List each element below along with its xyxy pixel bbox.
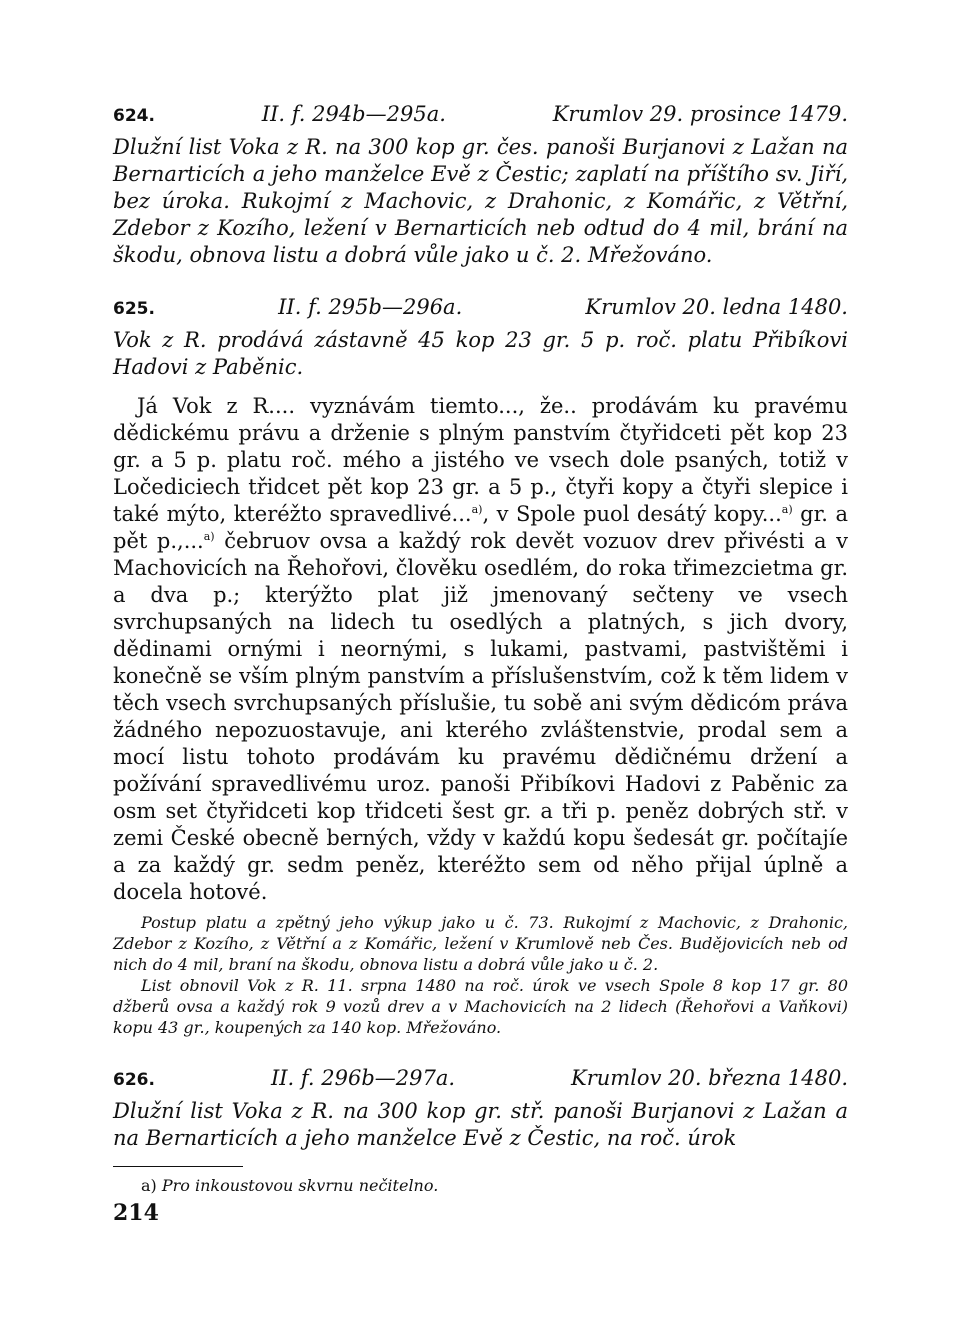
page-content [113,100,848,1197]
entry-place-date: Krumlov 29. prosince 1479. [552,102,848,126]
footnote-ref: a) [781,503,793,516]
editorial-note: List obnovil Vok z R. 11. srpna 1480 na roč. úrok ve vsech Spole 8 kop 17 gr. 80 džberů ovsa a každý rok 9 vozů drev a v Machovicích na 2 lidech (Řehořovi a Vaňkovi) kopu 43 gr., koupených za 140 kop. Mřežováno. [113,976,848,1037]
entry-heading [113,1064,848,1094]
entry-regest: Dlužní list Voka z R. na 300 kop gr. stř. panoši Burjanovi z Lažan a na Bernarticích a jeho manželce Evě z Čestic, na roč. úrok [113,1099,848,1150]
entry-625 [113,293,848,1038]
entry-626 [113,1064,848,1152]
entry-regest: Vok z R. prodává zástavně 45 kop 23 gr. 5 p. roč. platu Přibíkovi Hadovi z Paběnic. [113,328,848,379]
entry-place-date: Krumlov 20. ledna 1480. [585,295,848,319]
entry-number: 626. [113,1070,155,1090]
entry-number: 625. [113,299,155,319]
body-part-1: Já Vok z R.... vyznávám tiemto..., že.. prodávám ku pravému dědickému právu a drženie s plným panstvím čtyřidceti pět kop 23 gr. a 5 p. platu roč. mého a jistého ve vsech dole psaných, totiž v Ločediciech třidcet pět kop 23 gr. a 5 p., čtyři kopy a čtyři slepice i také mýto, kteréžto spravedlivé... [113,394,848,526]
entry-folio: II. f. 296b—297a. [270,1066,456,1090]
entry-folio: II. f. 295b—296a. [278,295,463,319]
entry-number: 624. [113,106,155,126]
body-part-2: , v Spole puol desátý kopy... [482,502,782,526]
entry-folio: II. f. 294b—295a. [261,102,446,126]
footnote-ref: a) [203,530,215,543]
editorial-note: Postup platu a zpětný jeho výkup jako u č. 73. Rukojmí z Machovic, z Drahonic, Zdebor z Kozího, z Větřní a z Komářic, ležení v Krumlově neb Čes. Budějovicích neb od nich do 4 mil, braní na škodu, obnova listu a dobrá vůle jako u č. 2. [113,913,848,974]
body-part-3: gr. a pět p.,... [113,502,848,553]
entry-place-date: Krumlov 20. března 1480. [571,1066,848,1090]
entry-624 [113,100,848,269]
footnote-text: Pro inkoustovou skvrnu nečitelno. [161,1176,439,1195]
footnote-rule [113,1166,243,1167]
footnote [141,1175,848,1197]
page-number: 214 [113,1200,159,1226]
body-part-4: čebruov ovsa a každý rok devět vozuov drev přivésti a v Machovicích na Řehořovi, člověku osedlém, do roka třimezcietma gr. a dva p.; kterýžto plat již jmenovaný sečteny ve vsech svrchupsaných na lidech tu osedlých a platných, s jich dvory, dědinami ornými i neornými, s lukami, pastvami, pastvištěmi i konečně se vším plným panstvím a příslušenstvím, což k těm lidem v těch vsech svrchupsaných příslušie, tu sobě ani svým dědicóm práva žádného nepozuostavuje, ani kterého zvláštenstvie, prodal sem a mocí listu tohoto prodávám ku pravému dědičnému držení a požívání spravedlivému uroz. panoši Přibíkovi Hadovi z Paběnic za osm set čtyřidceti kop třidceti šest gr. a tři p. peněz dobrých stř. v zemi České obecně berných, vždy v každú kopu šedesát gr. počítajíe a za každý gr. sedm peněz, kteréžto sem od něho přijal úplně a docela hotové. [113,529,849,904]
entry-regest: Dlužní list Voka z R. na 300 kop gr. čes. panoši Burjanovi z Lažan na Bernarticích a jeho manželce Evě z Čestic; zaplatí na příštího sv. Jiří, bez úroka. Rukojmí z Machovic, z Drahonic, z Komářic, z Větřní, Zdebor z Kozího, ležení v Bernarticích neb odtud do 4 mil, brání na škodu, obnova listu a dobrá vůle jako u č. 2. Mřežováno. [113,135,848,267]
footnote-ref: a) [471,503,483,516]
entry-heading [113,293,848,323]
entry-body-text [113,393,848,906]
entry-heading [113,100,848,130]
footnote-mark: a) [141,1176,157,1195]
